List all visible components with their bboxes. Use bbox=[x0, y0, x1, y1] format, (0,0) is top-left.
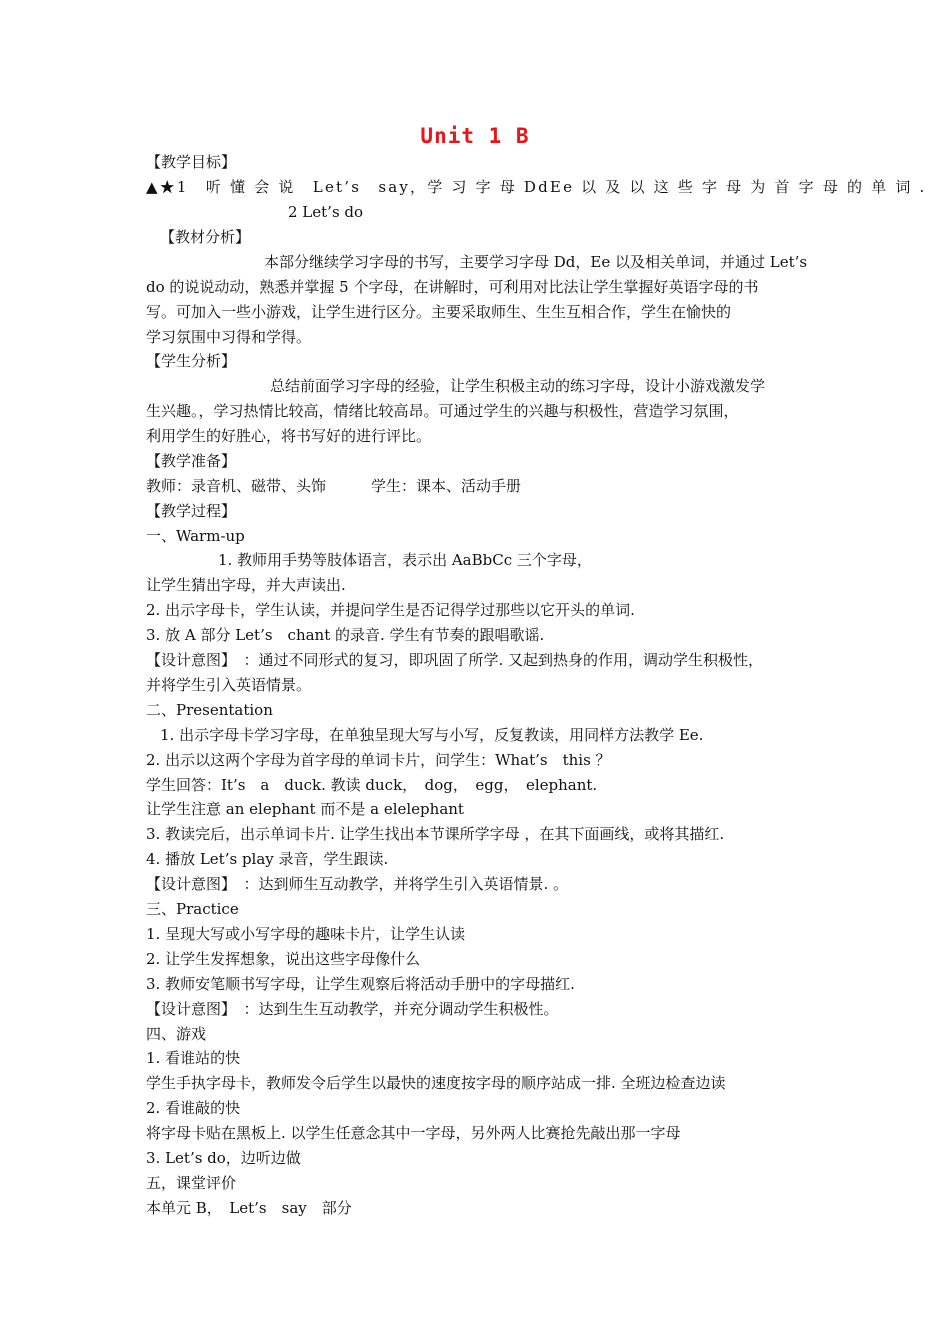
presentation-answer: 学生回答：It’s a duck. 教读 duck， dog， egg， elephant. bbox=[146, 776, 598, 794]
practice-step-3: 3. 教师安笔顺书写字母，让学生观察后将活动手册中的字母描红. bbox=[146, 975, 575, 993]
warmup-step-2: 2. 出示字母卡，学生认读，并提问学生是否记得学过那些以它开头的单词. bbox=[146, 601, 635, 619]
presentation-step-1: 1. 出示字母卡学习字母，在单独呈现大写与小写，反复教读，用同样方法教学 Ee. bbox=[160, 726, 704, 744]
warmup-step-3: 3. 放 A 部分 Let’s chant 的录音. 学生有节奏的跟唱歌谣. bbox=[146, 626, 545, 644]
presentation-note: 让学生注意 an elephant 而不是 a elelephant bbox=[146, 800, 464, 818]
preparation-line: 教师：录音机、磁带、头饰 学生：课本、活动手册 bbox=[146, 477, 522, 495]
student-line-2: 生兴趣。，学习热情比较高，情绪比较高昂。可通过学生的兴趣与积极性，营造学习氛围， bbox=[146, 402, 739, 420]
design-intent-3: 【设计意图】 ：达到生生互动教学，并充分调动学生积极性。 bbox=[146, 1000, 559, 1018]
student-line-3: 利用学生的好胜心，将书写好的进行评比。 bbox=[146, 427, 432, 445]
game-1-desc: 学生手执字母卡，教师发令后学生以最快的速度按字母的顺序站成一排. 全班边检查边读 bbox=[146, 1074, 726, 1092]
section-games: 四、游戏 bbox=[146, 1025, 207, 1043]
practice-step-1: 1. 呈现大写或小写字母的趣味卡片，让学生认读 bbox=[146, 925, 466, 943]
warmup-step-1-cont: 让学生猜出字母，并大声读出. bbox=[146, 576, 346, 594]
material-line-4: 学习氛围中习得和学得。 bbox=[146, 328, 312, 346]
section-warm-up: 一、Warm-up bbox=[146, 527, 245, 545]
game-1-title: 1. 看谁站的快 bbox=[146, 1049, 241, 1067]
design-intent-1: 【设计意图】 ：通过不同形式的复习，即巩固了所学. 又起到热身的作用，调动学生积极性， bbox=[146, 651, 764, 669]
presentation-step-3: 3. 教读完后，出示单词卡片. 让学生找出本节课所学字母 ，在其下面画线，或将其描红. bbox=[146, 825, 725, 843]
section-presentation: 二、Presentation bbox=[146, 701, 273, 719]
design-intent-1-cont: 并将学生引入英语情景。 bbox=[146, 676, 312, 694]
heading-teaching-goals: 【教学目标】 bbox=[146, 153, 237, 171]
game-2-desc: 将字母卡贴在黑板上. 以学生任意念其中一字母，另外两人比赛抢先敲出那一字母 bbox=[146, 1124, 681, 1142]
goal-line-1: ▲★1 听 懂 会 说 Let’s say，学 习 字 母 DdEe 以 及 以 这 些 字 母 为 首 字 母 的 单 词 . bbox=[146, 178, 927, 196]
evaluation-line: 本单元 B， Let’s say 部分 bbox=[146, 1199, 352, 1217]
material-line-3: 写。可加入一些小游戏，让学生进行区分。主要采取师生、生生互相合作，学生在愉快的 bbox=[146, 303, 732, 321]
student-line-1: 总结前面学习字母的经验，让学生积极主动的练习字母，设计小游戏激发学 bbox=[270, 377, 766, 395]
document-title: Unit 1 B bbox=[420, 124, 530, 148]
presentation-step-2: 2. 出示以这两个字母为首字母的单词卡片，问学生：What’s this ？ bbox=[146, 751, 611, 769]
presentation-step-4: 4. 播放 Let’s play 录音，学生跟读. bbox=[146, 850, 389, 868]
material-line-1: 本部分继续学习字母的书写，主要学习字母 Dd，Ee 以及相关单词，并通过 Let’s bbox=[264, 253, 808, 271]
heading-process: 【教学过程】 bbox=[146, 502, 237, 520]
section-evaluation: 五，课堂评价 bbox=[146, 1174, 237, 1192]
design-intent-2: 【设计意图】 ：达到师生互动教学，并将学生引入英语情景. 。 bbox=[146, 875, 569, 893]
heading-preparation: 【教学准备】 bbox=[146, 452, 237, 470]
material-line-2: do 的说说动动，熟悉并掌握 5 个字母，在讲解时，可利用对比法让学生掌握好英语字母的书 bbox=[146, 278, 759, 296]
goal-line-2: 2 Let’s do bbox=[288, 203, 364, 221]
game-3-title: 3. Let’s do，边听边做 bbox=[146, 1149, 301, 1167]
game-2-title: 2. 看谁敲的快 bbox=[146, 1099, 241, 1117]
warmup-step-1: 1. 教师用手势等肢体语言，表示出 AaBbCc 三个字母， bbox=[218, 551, 592, 569]
section-practice: 三、Practice bbox=[146, 900, 239, 918]
heading-material-analysis: 【教材分析】 bbox=[160, 228, 251, 246]
practice-step-2: 2. 让学生发挥想象，说出这些字母像什么 bbox=[146, 950, 421, 968]
heading-student-analysis: 【学生分析】 bbox=[146, 352, 237, 370]
